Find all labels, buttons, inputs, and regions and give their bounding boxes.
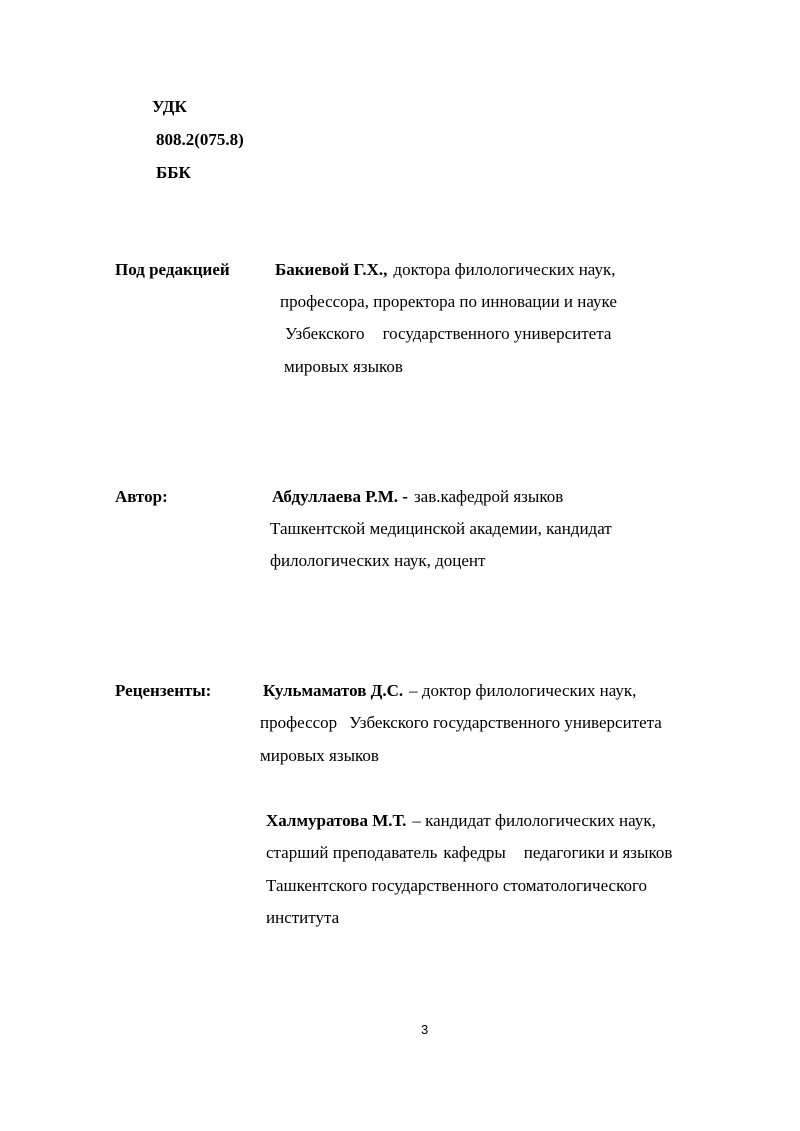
reviewer-2-line-2-part-2: кафедры [443, 843, 506, 862]
author-line-1 [272, 487, 563, 507]
page-number: 3 [421, 1022, 429, 1037]
reviewer-1-line-2-part-2: Узбекского государственного университета [349, 713, 662, 732]
reviewer-2-line-2-part-1: старший преподаватель [266, 843, 438, 862]
editor-line-1-rest: доктора филологических наук, [393, 260, 616, 279]
bbk-label: ББК [156, 163, 191, 182]
reviewer-1-line-3: мировых языков [260, 746, 379, 765]
reviewer-1-name: Кульмаматов Д.С. [263, 681, 404, 700]
editor-line-4: мировых языков [284, 357, 403, 376]
editor-name: Бакиевой Г.Х., [275, 260, 388, 279]
reviewer-2-line-2 [266, 843, 672, 863]
author-line-2: Ташкентской медицинской академии, кандидат [270, 519, 612, 538]
reviewer-2-line-4: института [266, 908, 340, 927]
reviewers-label: Рецензенты: [115, 681, 212, 700]
author-name: Абдуллаева Р.М. - [272, 487, 408, 506]
reviewer-1-line-1-rest: – доктор филологических наук, [409, 681, 637, 700]
editor-line-3-part-1: Узбекского [285, 324, 365, 343]
author-line-3: филологических наук, доцент [270, 551, 486, 570]
author-label: Автор: [115, 487, 168, 506]
udk-value: 808.2(075.8) [156, 130, 244, 149]
reviewer-2-line-3: Ташкентского государственного стоматологического [266, 876, 648, 895]
reviewer-2-line-1-rest: – кандидат филологических наук, [412, 811, 656, 830]
editor-line-1 [275, 260, 616, 280]
editor-line-3-part-2: государственного университета [382, 324, 612, 343]
reviewer-2-line-1 [266, 811, 656, 831]
editor-line-3 [285, 324, 611, 344]
reviewer-1-line-1 [263, 681, 636, 701]
editor-label: Под редакцией [115, 260, 230, 279]
author-line-1-rest: зав.кафедрой языков [413, 487, 564, 506]
reviewer-2-name: Халмуратова М.Т. [266, 811, 407, 830]
udk-label: УДК [152, 97, 187, 116]
reviewer-2-line-2-part-3: педагогики и языков [523, 843, 673, 862]
editor-line-2: профессора, проректора по инновации и науке [280, 292, 617, 311]
reviewer-1-line-2 [260, 713, 662, 733]
reviewer-1-line-2-part-1: профессор [260, 713, 338, 732]
